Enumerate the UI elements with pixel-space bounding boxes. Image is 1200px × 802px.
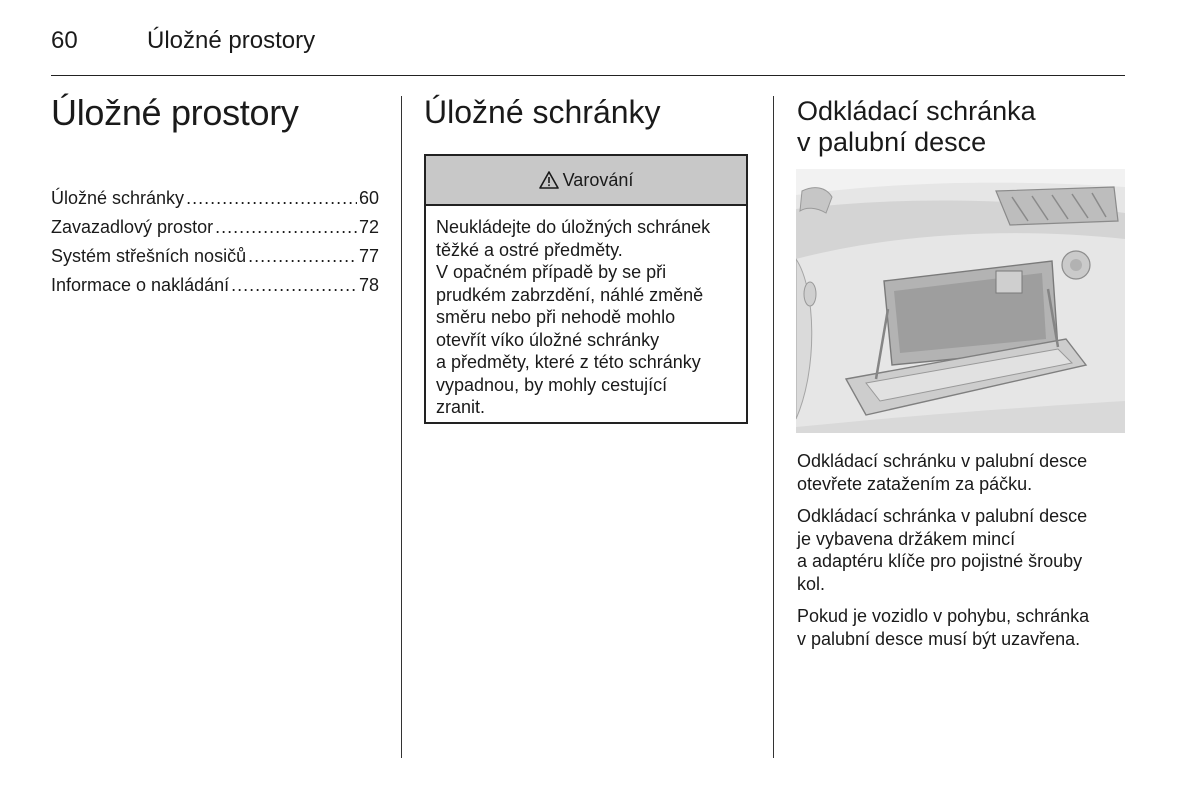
section-title: Úložné prostory [51, 92, 299, 133]
warning-text [426, 206, 746, 419]
warning-header [426, 156, 746, 206]
paragraph-line: a adaptéru klíče pro pojistné šrouby [797, 551, 1083, 571]
warning-line: a předměty, které z této schránky [436, 352, 701, 372]
warning-line: vypadnou, by mohly cestující [436, 374, 668, 395]
paragraph-line: v palubní desce musí být uzavřena. [797, 628, 1081, 649]
warning-line: V opačném případě by se při [436, 262, 667, 282]
warning-line: zranit. [436, 397, 486, 417]
paragraph-line: je vybavena držákem mincí [797, 528, 1016, 549]
toc-entry-page: 78 [358, 275, 379, 295]
paragraph-line: Odkládací schránka v palubní desce [797, 506, 1088, 526]
paragraph [797, 450, 1127, 495]
glovebox-heading-line: Odkládací schránka [797, 96, 1036, 126]
toc-dot-leader [231, 275, 357, 296]
warning-line: otevřít víko úložné schránky [436, 329, 660, 350]
glovebox-heading [797, 96, 1036, 158]
paragraph [797, 505, 1127, 595]
column-divider-right [773, 96, 774, 758]
toc-entry-label: Systém střešních nosičů [51, 246, 247, 266]
toc-entry-page: 72 [358, 217, 379, 237]
storage-boxes-heading: Úložné schránky [424, 94, 661, 130]
header-rule [51, 75, 1125, 76]
running-title: Úložné prostory [147, 27, 316, 54]
toc-entry-label: Úložné schránky [51, 188, 185, 208]
warning-title: Varování [562, 169, 634, 190]
glovebox-heading-line: v palubní desce [797, 127, 987, 157]
toc-dot-leader [215, 217, 357, 238]
warning-line: prudkém zabrzdění, náhlé změně [436, 284, 704, 305]
toc-entry-page: 77 [358, 246, 379, 266]
toc-entry-page: 60 [358, 188, 379, 208]
paragraph-line: kol. [797, 573, 826, 594]
paragraph-line: Pokud je vozidlo v pohybu, schránka [797, 606, 1090, 626]
glovebox-illustration [796, 169, 1125, 433]
toc-entry-luggage-compartment[interactable] [51, 217, 379, 246]
column-divider-left [401, 96, 402, 758]
toc-entry-loading-info[interactable] [51, 275, 379, 304]
toc-dot-leader [186, 188, 357, 209]
page-number: 60 [51, 27, 78, 54]
warning-line: Neukládejte do úložných schránek [436, 217, 711, 237]
warning-line: těžké a ostré předměty. [436, 239, 623, 260]
warning-line: směru nebo při nehodě mohlo [436, 307, 676, 327]
warning-triangle-icon [539, 171, 559, 189]
toc-dot-leader [248, 246, 357, 267]
paragraph-line: Odkládací schránku v palubní desce [797, 451, 1088, 471]
paragraph [797, 605, 1127, 650]
warning-box [424, 154, 748, 424]
toc-entry-label: Informace o nakládání [51, 275, 230, 295]
table-of-contents [51, 188, 379, 304]
glovebox-description [797, 450, 1127, 660]
toc-entry-storage-boxes[interactable] [51, 188, 379, 217]
toc-entry-roof-rack[interactable] [51, 246, 379, 275]
paragraph-line: otevřete zatažením za páčku. [797, 473, 1033, 494]
toc-entry-label: Zavazadlový prostor [51, 217, 214, 237]
